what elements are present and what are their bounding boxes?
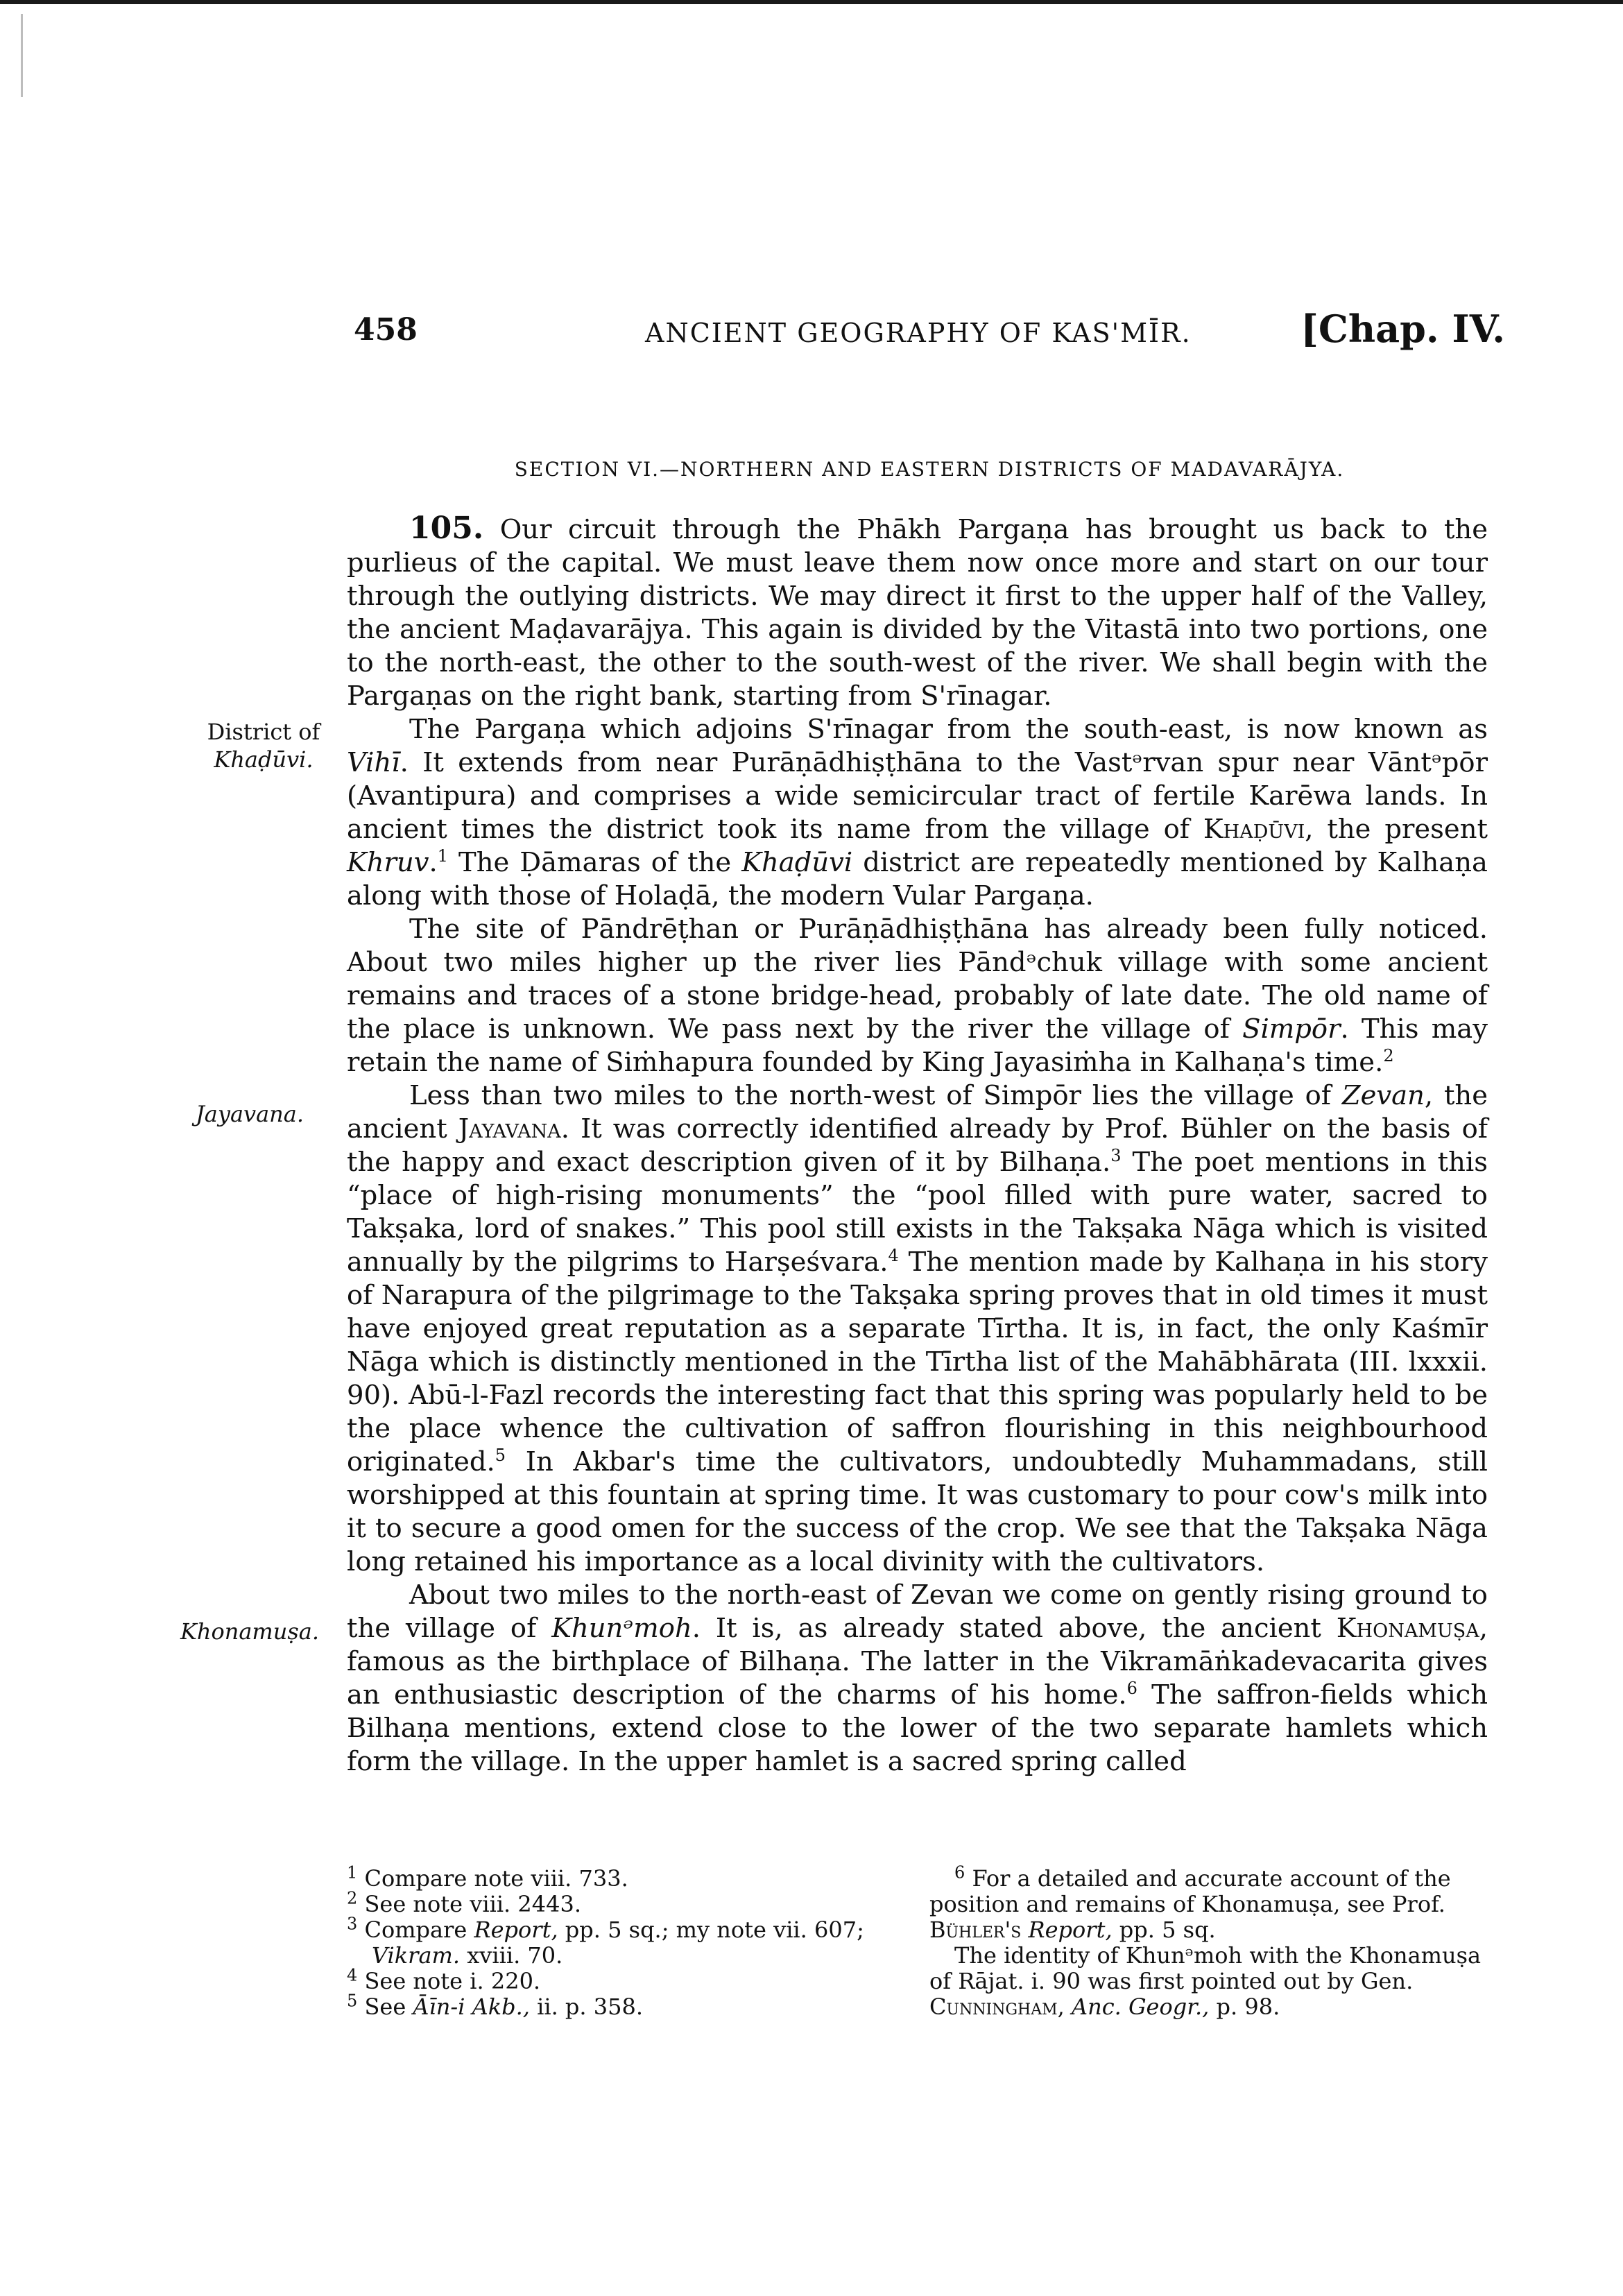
- footnote-ref-2[interactable]: 2: [1383, 1046, 1394, 1066]
- footnote-ref-6[interactable]: 6: [1126, 1679, 1137, 1699]
- margin-note-khaduvi-line2: Khaḍūvi.: [214, 746, 314, 773]
- chapter-label: [Chap. IV.: [1300, 307, 1505, 351]
- margin-note-khonamusa: Khonamuṣa.: [180, 1618, 320, 1645]
- paragraph-pandrethan: The site of Pāndrēṭhan or Purāṇādhiṣṭhāna has already been fully noticed. About two miles higher up the river lies Pāndᵊchuk village with some ancient remains and traces of a stone bridge-head, probably of late date. The old name of the place is unknown. We pass next by the river the village of Simpōr. This may retain the name of Siṁhapura founded by King Jayasiṁha in Kalhaṇa's time.$^2$: [347, 914, 1488, 1078]
- footnote-ref-1[interactable]: 1: [437, 846, 449, 866]
- paragraph-number: 105.: [409, 511, 484, 546]
- footnote-ref-4[interactable]: 4: [888, 1246, 899, 1266]
- section-heading: SECTION VI.—NORTHERN AND EASTERN DISTRICTS OF MADAVARĀJYA.: [514, 458, 1345, 481]
- scan-edge-mark: [21, 14, 23, 97]
- body-text: [347, 512, 1488, 1779]
- margin-note-jayavana: Jayavana.: [195, 1101, 304, 1127]
- footnote-5: $^5$ See Āīn-i Akb., ii. p. 358.: [347, 1991, 643, 2020]
- footnotes-right-column: [929, 1862, 1484, 2020]
- footnote-4: $^4$ See note i. 220.: [347, 1965, 541, 1994]
- footnote-2: $^2$ See note viii. 2443.: [347, 1888, 581, 1917]
- paragraph-khaduvi: The Pargaṇa which adjoins S'rīnagar from the south-east, is now known as Vihī. It extends from near Purāṇādhiṣṭhāna to the Vastᵊrvan spur near Vāntᵊpōr (Avantipura) and comprises a wide semicircular tract of fertile Karēwa lands. In ancient times the district took its name from the village of Khaḍūvi, the present Khruv.$^1$ The Ḍāmaras of the Khaḍūvi district are repeatedly mentioned by Kalhaṇa along with those of Holaḍā, the modern Vular Pargaṇa.: [347, 714, 1488, 911]
- footnote-6-continued: The identity of Khunᵊmoh with the Khonamuṣa of Rājat. i. 90 was first pointed out by Gen. Cunningham, Anc. Geogr., p. 98.: [929, 1942, 1482, 2020]
- page-number: 458: [354, 312, 418, 348]
- running-title: ANCIENT GEOGRAPHY OF KAS'MĪR.: [645, 318, 1192, 348]
- margin-note-khaduvi: [184, 718, 343, 773]
- footnote-1: $^1$ Compare note viii. 733.: [347, 1862, 628, 1892]
- margin-note-khaduvi-line1: District of: [207, 719, 320, 745]
- footnote-ref-3[interactable]: 3: [1110, 1146, 1122, 1166]
- footnote-ref-5[interactable]: 5: [495, 1446, 506, 1466]
- paragraph-105: 105. Our circuit through the Phākh Pargaṇa has brought us back to the purlieus of the capital. We must leave them now once more and start on our tour through the outlying districts. We may direct it first to the upper half of the Valley, the ancient Maḍavarājya. This again is divided by the Vitastā into two portions, one to the north-east, the other to the south-west of the river. We shall begin with the Pargaṇas on the right bank, starting from S'rīnagar.: [347, 511, 1488, 712]
- footnotes-left-column: [347, 1862, 888, 2020]
- paragraph-jayavana: Less than two miles to the north-west of Simpōr lies the village of Zevan, the ancient Jayavana. It was correctly identified already by Prof. Bühler on the basis of the happy and exact description given of it by Bilhaṇa.$^3$ The poet mentions in this “place of high-rising monuments” the “pool filled with pure water, sacred to Takṣaka, lord of snakes.” This pool still exists in the Takṣaka Nāga which is visited annually by the pilgrims to Harṣeśvara.$^4$ The mention made by Kalhaṇa in his story of Narapura of the pilgrimage to the Takṣaka spring proves that in old times it must have enjoyed great reputation as a separate Tīrtha. It is, in fact, the only Kaśmīr Nāga which is distinctly mentioned in the Tīrtha list of the Mahābhārata (III. lxxxii. 90). Abū-l-Fazl records the interesting fact that this spring was popularly held to be the place whence the cultivation of saffron flourishing in this neighbourhood originated.$^5$ In Akbar's time the cultivators, undoubtedly Muhammadans, still worshipped at this fountain at spring time. It was customary to pour cow's milk into it to secure a good omen for the success of the crop. We see that the Takṣaka Nāga long retained his importance as a local divinity with the cultivators.: [347, 1080, 1488, 1577]
- footnote-3: $^3$ Compare Report, pp. 5 sq.; my note vii. 607; Vikram. xviii. 70.: [347, 1914, 864, 1969]
- footnote-6: $^6$ For a detailed and accurate account of the position and remains of Khonamuṣa, see Prof. Bühler's Report, pp. 5 sq.: [929, 1862, 1451, 1943]
- running-header: [340, 305, 1505, 361]
- page-top-edge: [0, 0, 1623, 4]
- paragraph-khonamusa: About two miles to the north-east of Zevan we come on gently rising ground to the village of Khunᵊmoh. It is, as already stated above, the ancient Khonamuṣa, famous as the birthplace of Bilhaṇa. The latter in the Vikramāṅkadevacarita gives an enthusiastic description of the charms of his home.$^6$ The saffron-fields which Bilhaṇa mentions, extend close to the lower of the two separate hamlets which form the village. In the upper hamlet is a sacred spring called: [347, 1579, 1488, 1777]
